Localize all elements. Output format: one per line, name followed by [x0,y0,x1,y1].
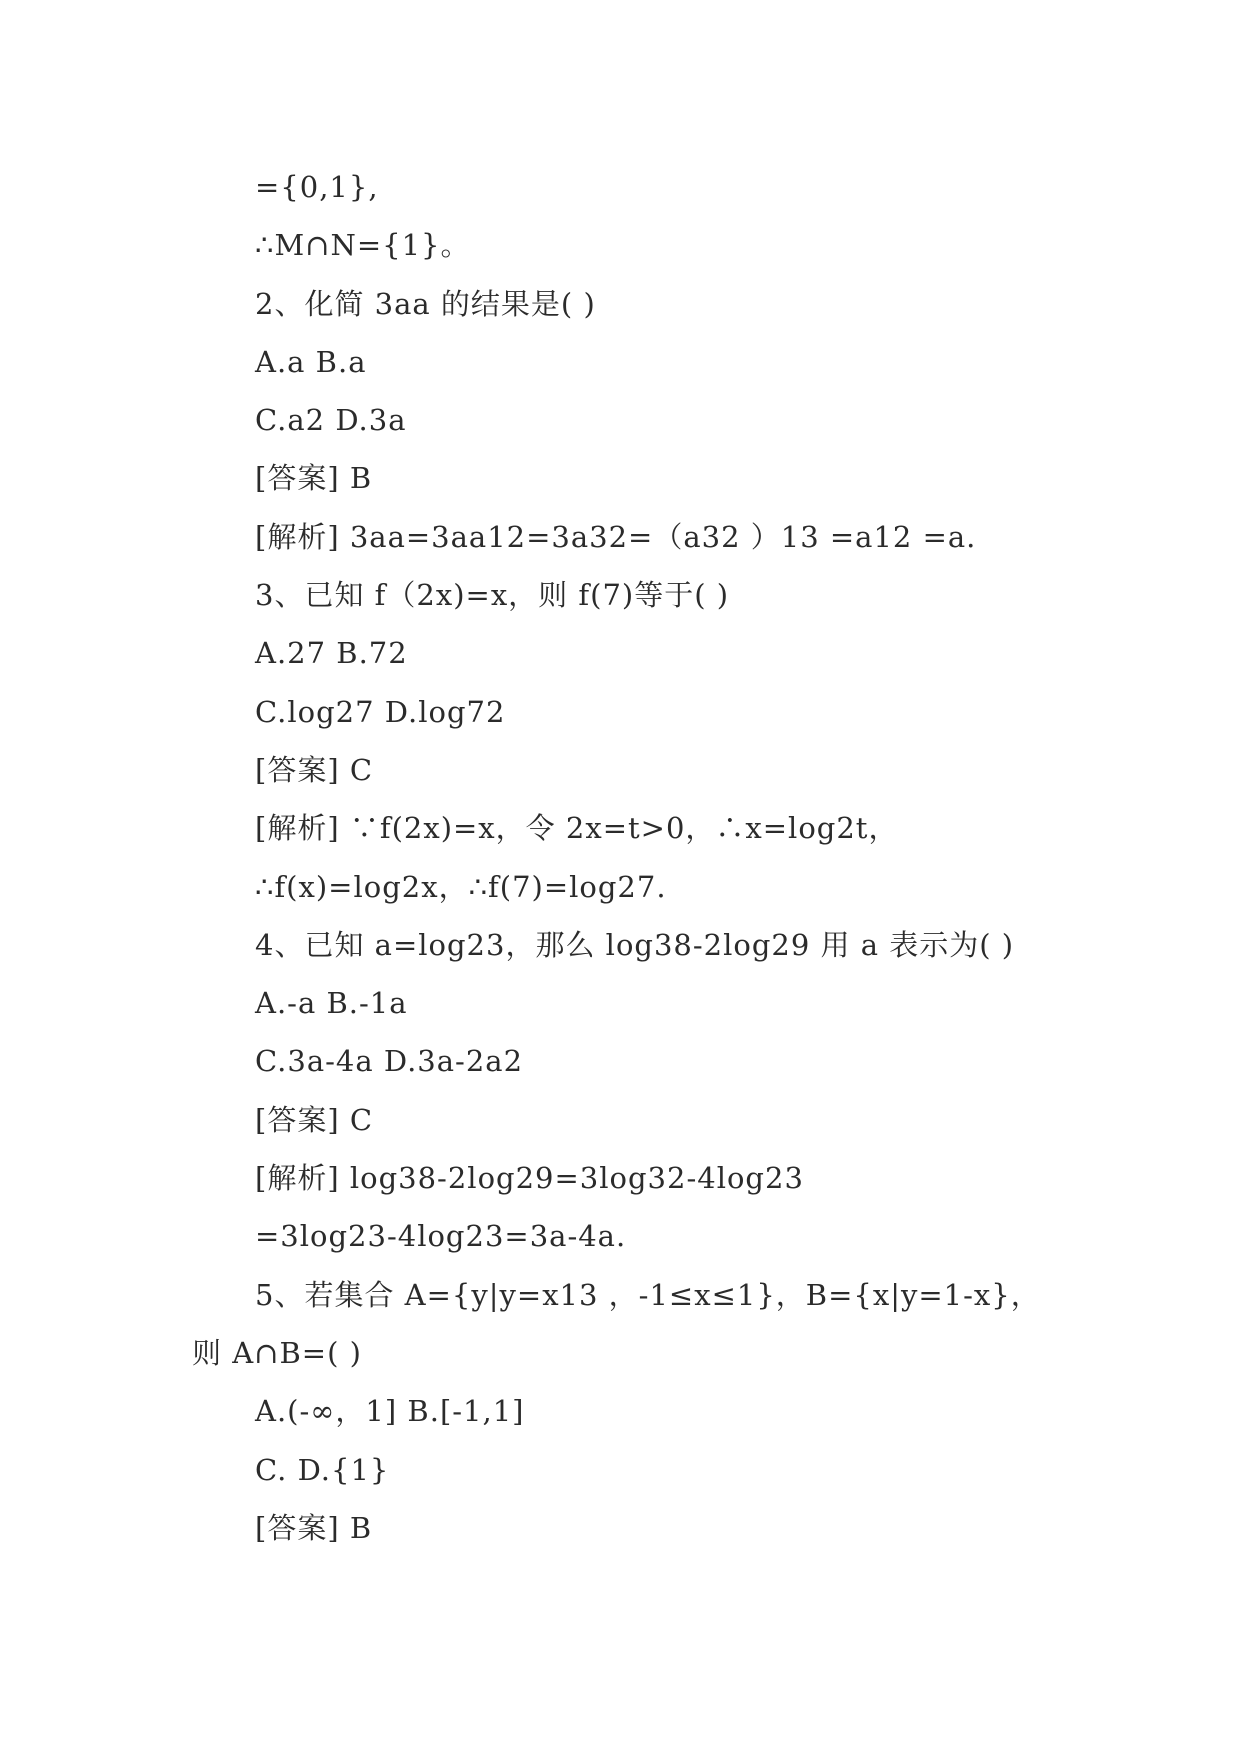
question-2-options-ab: A.a B.a [255,344,367,379]
question-5-options-cd: C. D.{1} [255,1452,390,1487]
question-2-stem: 2、化简 3aa 的结果是( ) [255,286,596,321]
text-line: ∴M∩N={1}。 [255,228,471,263]
question-5-stem: 5、若集合 A={y|y=x13 ，-1≤x≤1}，B={x|y=1-x}， [255,1277,1041,1312]
question-4-stem: 4、已知 a=log23，那么 log38-2log29 用 a 表示为( ) [255,927,1015,962]
question-2-options-cd: C.a2 D.3a [255,403,407,438]
question-4-answer: [答案] C [255,1102,374,1137]
question-3-options-cd: C.log27 D.log72 [255,694,506,729]
question-4-analysis: [解析] log38-2log29=3log32-4log23 [255,1161,804,1196]
question-3-options-ab: A.27 B.72 [255,636,408,671]
question-3-analysis-cont: ∴f(x)=log2x，∴f(7)=log27. [255,869,667,904]
text-line: ={0,1}, [255,170,379,204]
question-4-options-cd: C.3a-4a D.3a-2a2 [255,1044,524,1079]
document-body [192,158,1052,1557]
question-5-options-ab: A.(-∞，1] B.[-1,1] [255,1394,525,1429]
question-3-stem: 3、已知 f（2x)=x，则 f(7)等于( ) [255,578,730,613]
question-2-answer: [答案] B [255,461,373,496]
question-5-answer: [答案] B [255,1510,373,1545]
question-2-analysis: [解析] 3aa=3aa12=3a32=（a32 ）13 =a12 =a. [255,519,977,554]
question-5-stem-cont: 则 A∩B=( ) [192,1335,362,1370]
question-3-analysis: [解析] ∵f(2x)=x，令 2x=t>0，∴x=log2t， [255,811,899,846]
question-4-options-ab: A.-a B.-1a [255,986,408,1021]
question-3-answer: [答案] C [255,752,374,787]
question-4-analysis-cont: =3log23-4log23=3a-4a. [255,1219,627,1254]
